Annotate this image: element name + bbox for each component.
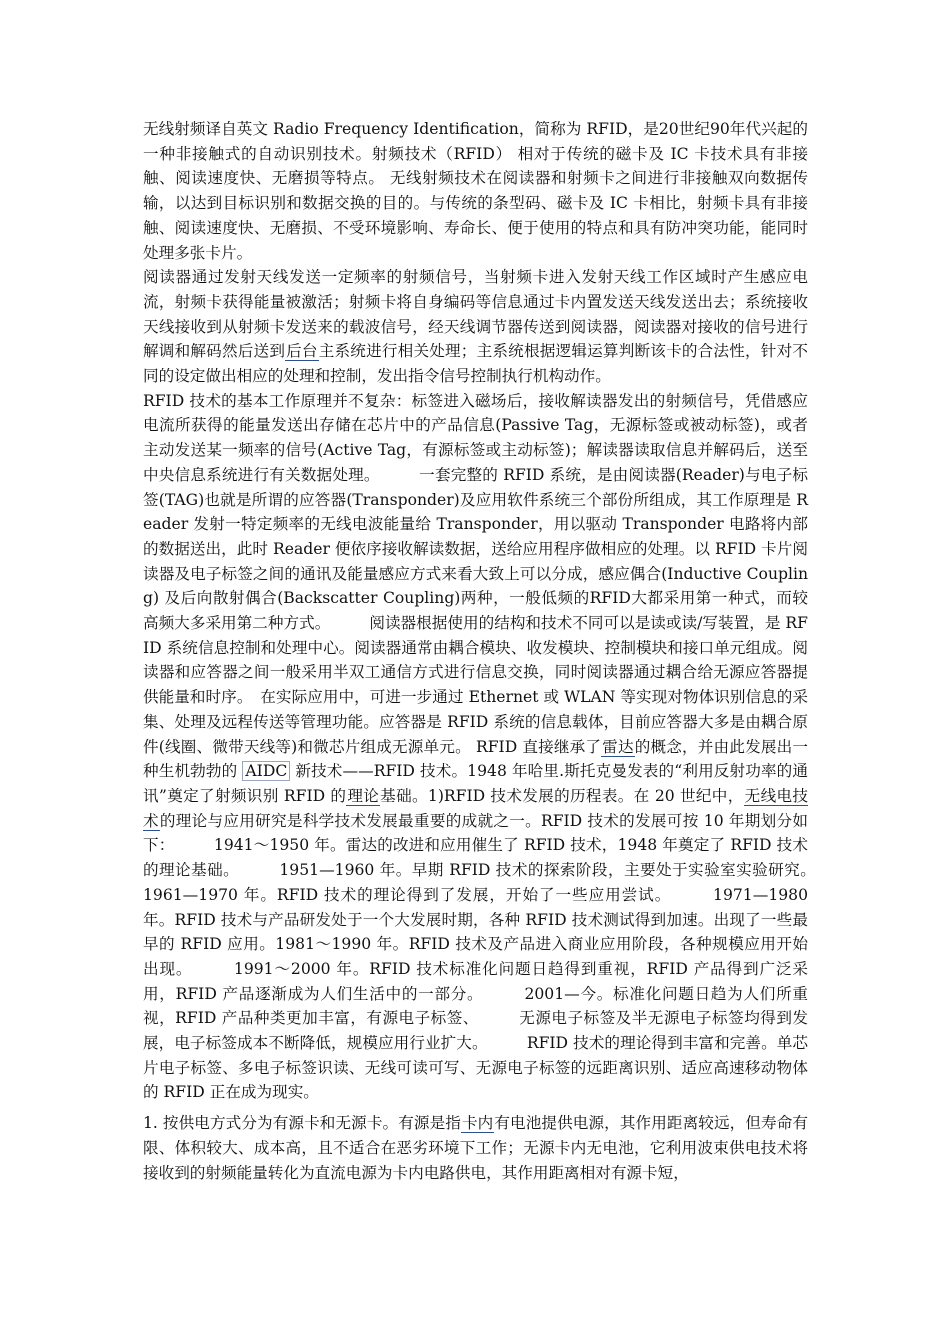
paragraph-reader-principle: [143, 265, 808, 389]
paragraph-text: 的理论与应用研究是科学技术发展最重要的成就之一。RFID 技术的发展可按 10 年期划分如下： 1941～1950 年。雷达的改进和应用催生了 RFID 技术，1948 年奠定了 RFID 技术的理论基础。 1951—1960 年。早期 RFID 技术的探索阶段，主要处于实验室实验研究。 1961—1970 年。RFID 技术的理论得到了发展，开始了一些应用尝试。 1971—1980 年。RFID 技术与产品研发处于一个大发展时期，各种 RFID 技术测试得到加速。出现了一些最早的 RFID 应用。1981～1990 年。RFID 技术及产品进入商业应用阶段，各种规模应用开始出现。 1991～2000 年。RFID 技术标准化问题日趋得到重视，RFID 产品得到广泛采用，RFID 产品逐渐成为人们生活中的一部分。 2001—今。标准化问题日趋为人们所重视，RFID 产品种类更加丰富，有源电子标签、 无源电子标签及半无源电子标签均得到发展，电子标签成本不断降低，规模应用行业扩大。 RFID 技术的理论得到丰富和完善。单芯片电子标签、多电子标签识读、无线可读可写、无源电子标签的远距离识别、适应高速移动物体的 RFID 正在成为现实。: [143, 811, 855, 1102]
paragraph-text: RFID 技术的基本工作原理并不复杂：标签进入磁场后，接收解读器发出的射频信号，凭借感应电流所获得的能量发送出存储在芯片中的产品信息(Passive Tag，无源标签或被动标签)，或者主动发送某一频率的信号(Active Tag，有源标签或主动标签)；解读器读取信息并解码后，送至中央信息系统进行有关数据处理。 一套完整的 RFID 系统，是由阅读器(Reader)与电子标签(TAG)也就是所谓的应答器(Transponder)及应用软件系统三个部份所组成，其工作原理是 Reader 发射一特定频率的无线电波能量给 Transponder，用以驱动 Transponder 电路将内部的数据送出，此时 Reader 便依序接收解读数据，送给应用程序做相应的处理。以 RFID 卡片阅读器及电子标签之间的通讯及能量感应方式来看大致上可以分成，感应偶合(Inductive Coupling) 及后向散射偶合(Backscatter Coupling)两种，一般低频的RFID大都采用第一种式，而较高频大多采用第二种方式。 阅读器根据使用的结构和技术不同可以是读或读/写装置，是 RFID 系统信息控制和处理中心。阅读器通常由耦合模块、收发模块、控制模块和接口单元组成。阅读器和应答器之间一般采用半双工通信方式进行信息交换，同时阅读器通过耦合给无源应答器提供能量和时序。 在实际应用中，可进一步通过 Ethernet 或 WLAN 等实现对物体识别信息的采集、处理及远程传送等管理功能。应答器是 RFID 系统的信息载体，目前应答器大多是由耦合原件(线圈、微带天线等)和微芯片组成无源单元。 RFID 直接继承了: [143, 391, 808, 756]
document-page: [143, 117, 855, 1185]
paragraph-text: 无线射频译自英文 Radio Frequency Identification，简称为 RFID，是20世纪90年代兴起的一种非接触式的自动识别技术。射频技术（RFID） 相对于传统的磁卡及 IC 卡技术具有非接触、阅读速度快、无磨损等特点。 无线射频技术在阅读器和射频卡之间进行非接触双向数据传输，以达到目标识别和数据交换的目的。与传统的条型码、磁卡及 IC 卡相比，射频卡具有非接触、阅读速度快、无磨损、不受环境影响、寿命长、便于使用的特点和具有防冲突功能，能同时处理多张卡片。: [143, 120, 808, 262]
paragraph-intro: [143, 117, 808, 265]
hyperlink[interactable]: 后台: [286, 342, 318, 361]
hyperlink[interactable]: 无线电技术: [143, 786, 808, 830]
paragraph-power-supply: [143, 1111, 808, 1185]
hyperlink[interactable]: 理论: [347, 786, 380, 805]
paragraph-text: 有电池提供电源，其作用距离较远，但寿命有限、体积较大、成本高，且不适合在恶劣环境下工作；无源卡内无电池，它利用波束供电技术将接收到的射频能量转化为直流电源为卡内电路供电，其作用距离相对有源卡短，: [143, 1114, 808, 1182]
paragraph-text: 基础。1)RFID 技术发展的历程表。在 20 世纪中，: [380, 786, 744, 805]
paragraph-text: 的概念，并由此发展出一种生机勃勃的: [143, 737, 808, 781]
paragraph-text: 阅读器通过发射天线发送一定频率的射频信号，当射频卡进入发射天线工作区域时产生感应电流，射频卡获得能量被激活；射频卡将自身编码等信息通过卡内置发送天线发送出去；系统接收天线接收到从射频卡发送来的载波信号，经天线调节器传送到阅读器，阅读器对接收的信号进行解调和解码然后送到: [143, 268, 808, 361]
paragraph-text: 新技术——RFID 技术。1948 年哈里.斯托克曼发表的“利用反射功率的通讯”奠定了射频识别 RFID 的: [143, 762, 808, 805]
paragraph-rfid-history: [143, 389, 855, 1105]
hyperlink[interactable]: 卡内: [461, 1114, 494, 1133]
paragraph-text: 1. 按供电方式分为有源卡和无源卡。有源是指: [143, 1114, 461, 1133]
hyperlink[interactable]: AIDC: [242, 761, 290, 781]
paragraph-text: 主系统进行相关处理；主系统根据逻辑运算判断该卡的合法性，针对不同的设定做出相应的处理和控制，发出指令信号控制执行机构动作。: [143, 342, 808, 386]
hyperlink[interactable]: 雷达: [602, 737, 634, 756]
